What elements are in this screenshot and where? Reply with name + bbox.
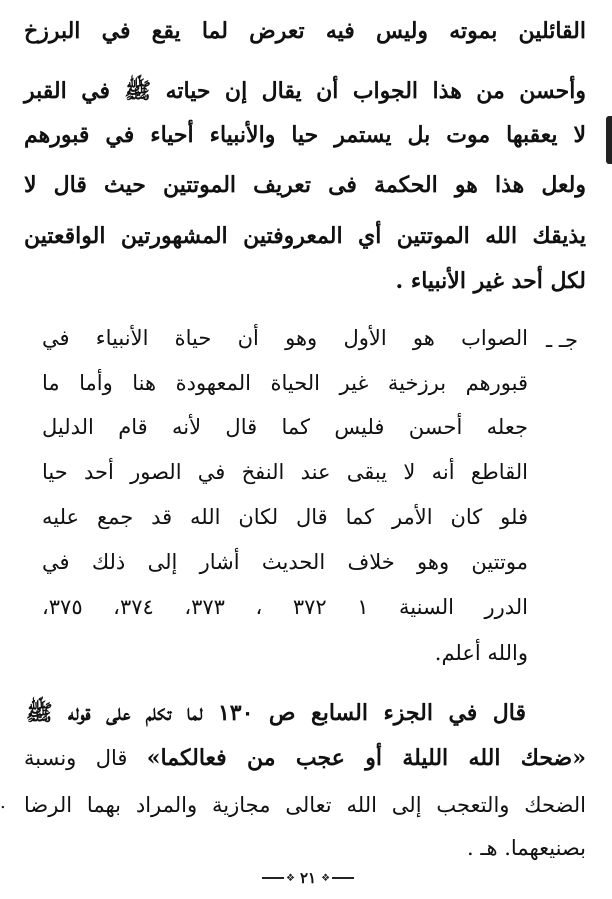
- binding-edge-mark: [606, 116, 612, 164]
- item-line-8: والله أعلم.: [434, 641, 528, 665]
- item-line-7: الدرر السنية ١ ٣٧٢ ، ٣٧٣، ٣٧٤، ٣٧٥،: [42, 595, 529, 619]
- page-number-footer: [262, 868, 354, 888]
- footer-rule-left: [262, 877, 284, 879]
- item-line-5: فلو كان الأمر كما قال لكان الله قد جمع عليه: [42, 505, 528, 529]
- item-line-1: الصواب هو الأول وهو أن حياة الأنبياء في: [42, 326, 528, 350]
- item-line-3: جعله أحسن فليس كما قال لأنه قام الدليل: [42, 415, 528, 439]
- footer-ornament-left: ❖: [285, 872, 295, 884]
- margin-dot: .: [0, 792, 6, 813]
- paragraph-1-line-6: لكل أحد غير الأنبياء .: [395, 268, 586, 294]
- hadith-text: «ضحك الله الليلة أو عجب من فعالكما»: [146, 745, 586, 771]
- footer-ornament-right: ❖: [321, 872, 331, 884]
- paragraph-1-line-2: وأحسن من هذا الجواب أن يقال إن حياته ﷺ في القبر: [24, 78, 586, 104]
- item-marker: جـ ـ: [546, 328, 578, 352]
- footer-rule-right: [332, 877, 354, 879]
- item-line-6: موتتين وهو خلاف الحديث أشار إلى ذلك في: [42, 550, 528, 574]
- quote-line-2: الضحك والتعجب إلى الله تعالى مجازية والمراد بهما الرضا: [24, 793, 586, 817]
- quote-line-3: بصنيعهما. هـ .: [466, 836, 586, 860]
- item-line-2: قبورهم برزخية غير الحياة المعهودة هنا وأما ما: [42, 371, 528, 395]
- quote-intro-line: قال في الجزء السابع ص ١٣٠ لما تكلم على قوله ﷺ: [26, 700, 526, 726]
- paragraph-1-line-1: القائلين بموته وليس فيه تعرض لما يقع في البرزخ: [24, 18, 586, 44]
- paragraph-1-line-3: لا يعقبها موت بل يستمر حيا والأنبياء أحياء في قبورهم: [24, 122, 586, 148]
- paragraph-1-line-4: ولعل هذا هو الحكمة فى تعريف الموتتين حيث قال لا: [24, 172, 586, 198]
- paragraph-1-line-5: يذيقك الله الموتتين أي المعروفتين المشهورتين الواقعتين: [24, 223, 586, 249]
- hadith-tail: قال ونسبة: [24, 746, 147, 770]
- item-line-4: القاطع أنه لا يبقى عند النفخ في الصور أحد حيا: [42, 460, 528, 484]
- page-number: ٢١: [299, 869, 317, 887]
- quote-hadith-line: [24, 747, 586, 769]
